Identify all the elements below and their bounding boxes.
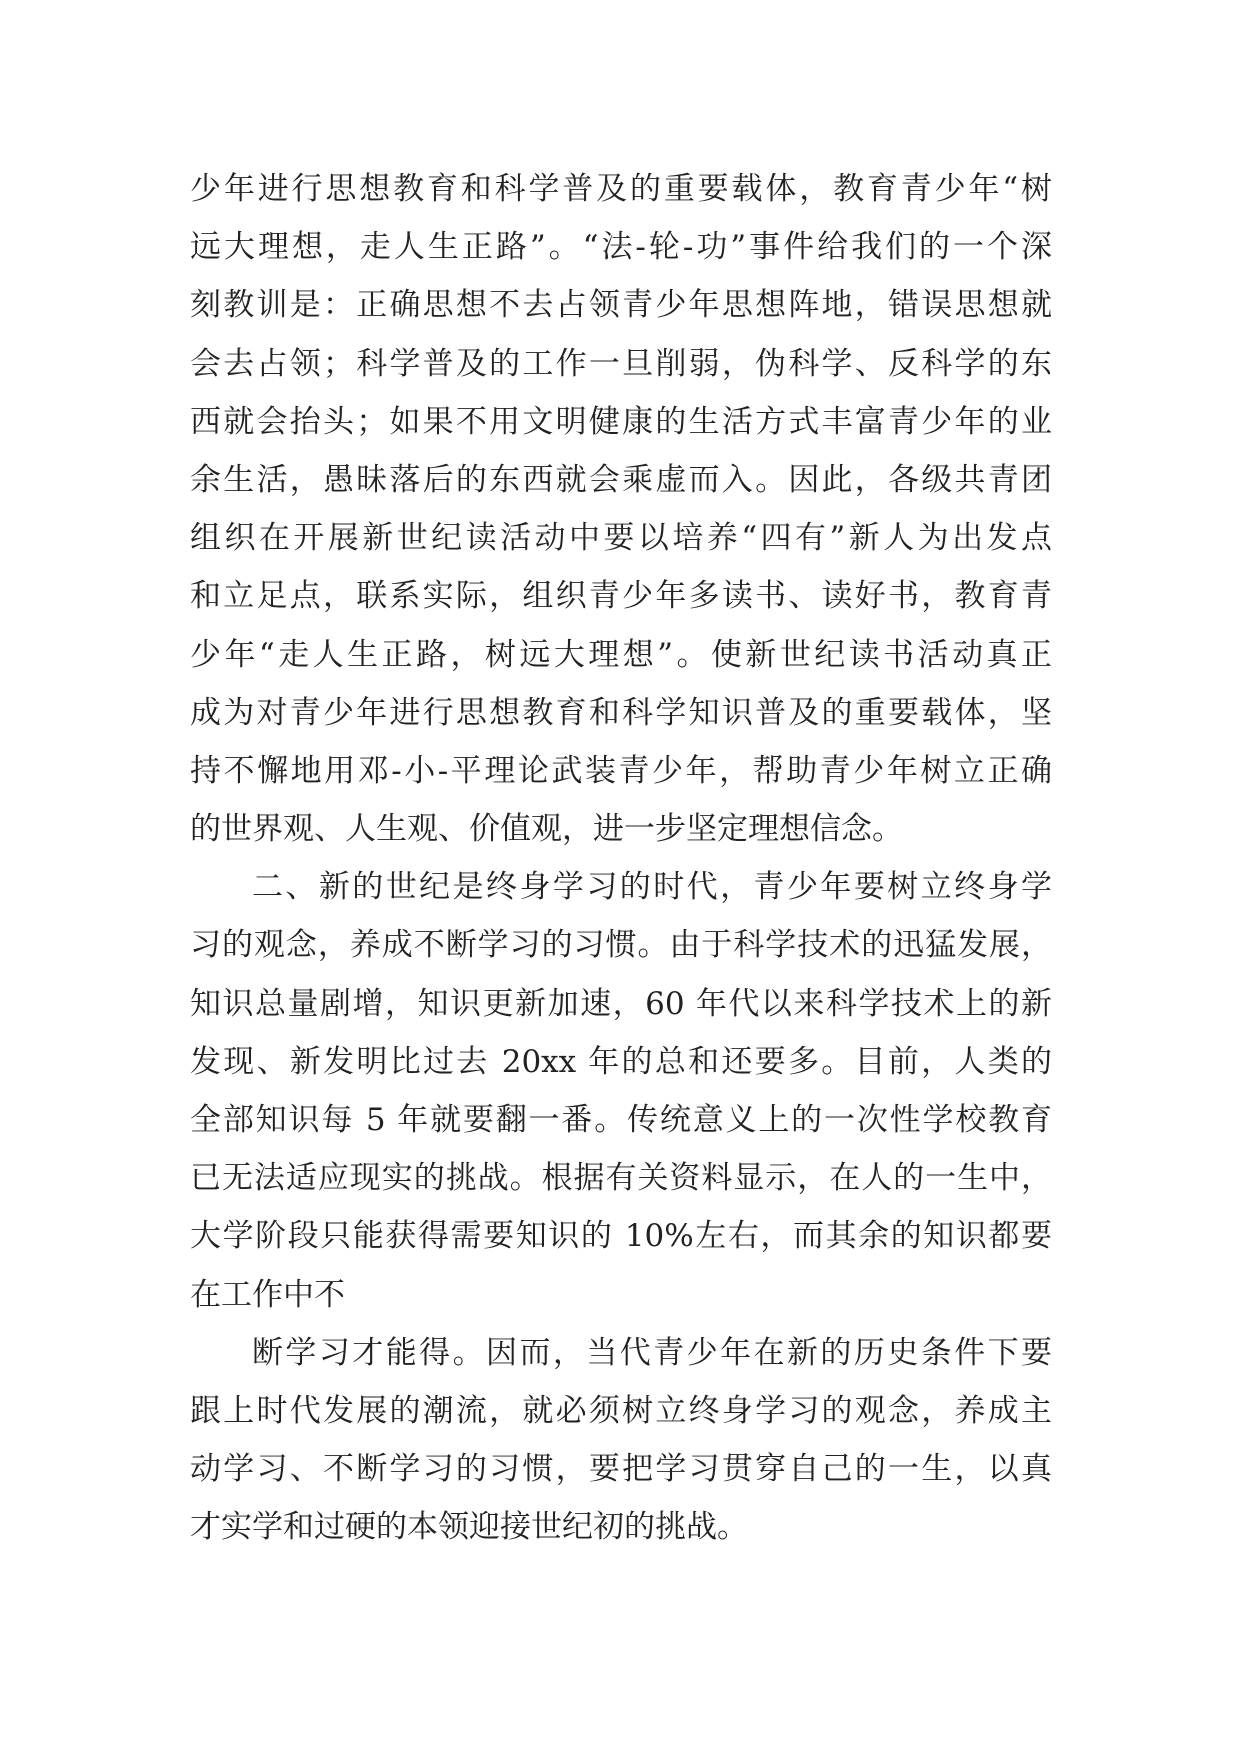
text-line: 跟上时代发展的潮流，就必须树立终身学习的观念，养成主 bbox=[190, 1392, 1052, 1429]
text-line: 在工作中不 bbox=[190, 1276, 345, 1313]
text-line: 习的观念，养成不断学习的习惯。由于科学技术的迅猛发展， bbox=[190, 927, 1052, 964]
text-line: 组织在开展新世纪读活动中要以培养“四有”新人为出发点 bbox=[190, 520, 1052, 557]
text-line: 少年“走人生正路，树远大理想”。使新世纪读书活动真正 bbox=[190, 636, 1052, 673]
text-line: 远大理想，走人生正路”。“法-轮-功”事件给我们的一个深 bbox=[190, 229, 1052, 266]
paragraph-start-line: 二、新的世纪是终身学习的时代，青少年要树立终身学 bbox=[252, 869, 1052, 906]
text-line: 持不懈地用邓-小-平理论武装青少年，帮助青少年树立正确 bbox=[190, 752, 1052, 789]
text-line: 动学习、不断学习的习惯，要把学习贯穿自己的一生，以真 bbox=[190, 1451, 1052, 1488]
paragraph-start-line: 断学习才能得。因而，当代青少年在新的历史条件下要 bbox=[252, 1334, 1052, 1371]
text-line: 发现、新发明比过去 20xx 年的总和还要多。目前，人类的 bbox=[190, 1043, 1052, 1080]
text-line: 才实学和过硬的本领迎接世纪初的挑战。 bbox=[190, 1509, 748, 1546]
text-line: 知识总量剧增，知识更新加速，60 年代以来科学技术上的新 bbox=[190, 985, 1052, 1022]
text-line: 余生活，愚昧落后的东西就会乘虚而入。因此，各级共青团 bbox=[190, 461, 1052, 498]
text-line: 全部知识每 5 年就要翻一番。传统意义上的一次性学校教育 bbox=[190, 1102, 1052, 1138]
text-line: 西就会抬头；如果不用文明健康的生活方式丰富青少年的业 bbox=[190, 403, 1052, 440]
text-line: 会去占领；科学普及的工作一旦削弱，伪科学、反科学的东 bbox=[190, 345, 1052, 382]
text-line: 少年进行思想教育和科学普及的重要载体，教育青少年“树 bbox=[190, 171, 1052, 207]
text-line: 的世界观、人生观、价值观，进一步坚定理想信念。 bbox=[190, 811, 903, 848]
text-line: 和立足点，联系实际，组织青少年多读书、读好书，教育青 bbox=[190, 578, 1052, 615]
text-line: 成为对青少年进行思想教育和科学知识普及的重要载体，坚 bbox=[190, 694, 1052, 731]
text-line: 已无法适应现实的挑战。根据有关资料显示，在人的一生中， bbox=[190, 1160, 1052, 1197]
body-text bbox=[190, 160, 1052, 1557]
text-line: 刻教训是：正确思想不去占领青少年思想阵地，错误思想就 bbox=[190, 287, 1052, 324]
text-line: 大学阶段只能获得需要知识的 10%左右，而其余的知识都要 bbox=[190, 1218, 1052, 1255]
